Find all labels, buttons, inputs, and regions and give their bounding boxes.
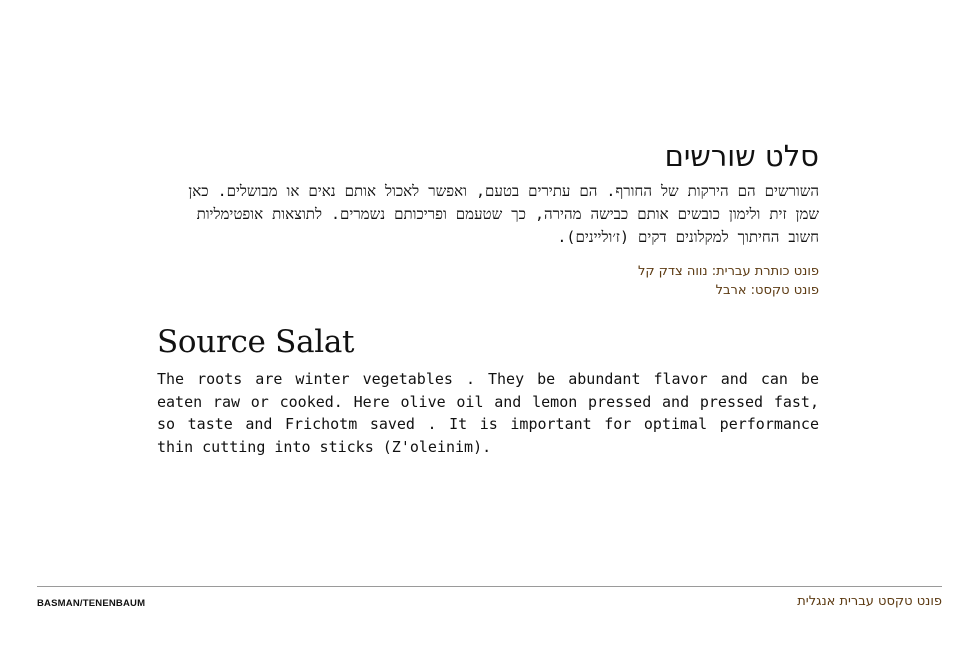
font-notes (157, 262, 819, 300)
footer-credit: BASMAN/TENENBAUM (37, 598, 146, 609)
font-note-text: פונט טקסט: ארבל (715, 283, 819, 298)
footer-caption: פונט טקסט עברית אנגלית (797, 594, 942, 609)
english-section (157, 322, 819, 458)
hebrew-title: סלט שורשים (664, 139, 819, 173)
font-note-title: פונט כותרת עברית: נווה צדק קל (637, 264, 819, 279)
english-title: Source Salat (157, 324, 355, 360)
hebrew-body-text: השורשים הם הירקות של החורף. הם עתירים בטעם, ואפשר לאכול אותם נאים או מבושלים. כאן שמן זית ולימון כובשים אותם כבישה מהירה, כך שטעמם ופריכותם נשמרים. לתוצאות אופטימליות חשוב החיתוך למקלונים דקים (ז׳וליינים). (188, 182, 819, 246)
footer-divider (37, 586, 942, 587)
hebrew-section (157, 136, 819, 300)
english-body-text: The roots are winter vegetables . They be abundant flavor and can be eaten raw or cooked. Here olive oil and lemon pressed and pressed fast, so taste and Frichotm saved . It is important for optimal performance thin cutting into sticks (Z'oleinim). (157, 370, 819, 456)
